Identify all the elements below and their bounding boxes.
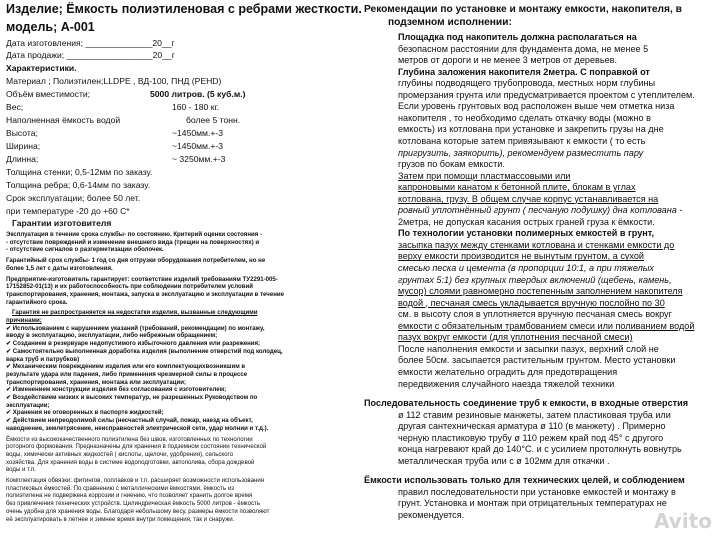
warranty-line: более 1,5 лет с даты изготовления.: [6, 264, 113, 272]
warranty-line: транспортирования, хранения, монтажа, запуска в эксплуатацию и эксплуатации в течение: [6, 290, 285, 298]
avito-watermark: Avito: [654, 509, 712, 533]
width-label: Ширина;: [6, 141, 41, 151]
recommendation-line: передвижения случайного наезда тяжелой техники: [398, 378, 615, 389]
date-sold: Дата продажи; __________________20__г: [6, 50, 175, 60]
pipe-connection-line: другая сантехническая арматура ø 110 (в манжету) . Примерно: [398, 421, 666, 432]
recommendation-line: котлована которые затем привязывают к емкости ( то есть: [398, 135, 646, 146]
warranty-line: ✔ Созданием в резервуаре недопустимого избыточного давления или разрежения;: [6, 340, 261, 348]
warranty-line: эксплуатации;: [6, 401, 50, 409]
warranty-line: Предприятие-изготовитель гарантирует: соответствие изделий требованиям ТУ2291-005-: [6, 275, 278, 283]
temperature: при температуре -20 до +60 С*: [6, 206, 130, 216]
warranty-line: результате удара или падения, либо применения чрезмерной силы в процессе: [6, 370, 248, 378]
warranty-line: ✔ Воздействием низких и высоких температур, не разрешенных Руководством по: [6, 394, 258, 401]
usage-note-line: рекомендуется.: [398, 510, 465, 520]
warranty-line: без привлечения технических устройств. Цилиндрическая ёмкость 5000 литров - ёмкость: [6, 500, 261, 508]
wall-thickness: Толщина стенки; 0,5-12мм по заказу.: [6, 167, 153, 177]
warranty-line: варка труб и патрубков): [6, 355, 80, 363]
warranty-line: Гарантийный срок службы- 1 год со дня отгрузки оборудования потребителем, но не: [6, 257, 266, 265]
rib-thickness: Толщина ребра; 0,6-14мм по заказу.: [6, 180, 151, 190]
recommendation-line: Если уровень грунтовых вод расположен выше чем отметка низа: [398, 101, 675, 112]
warranty-line: ✔ Самостоятельно выполненная доработка изделия (выполнение отверстий под колодец,: [6, 347, 283, 355]
warranty-line: гарантийного срока.: [6, 298, 68, 306]
recommendation-line: смесью песка и цемента (в пропорции 10:1, а при тяжелых: [398, 263, 654, 273]
recommendation-line: емкости желательно оградить для предотвращения: [398, 366, 618, 377]
service-life: Срок эксплуатации; более 50 лет.: [6, 193, 141, 203]
filled-label: Наполненная ёмкость водой: [6, 115, 121, 125]
height-value: ~1450мм.+-3: [172, 128, 224, 138]
warranty-line: хозяйства. Для хранения воды в системе водоподготовки, автополива, сбора дождевой: [6, 458, 255, 466]
warranty-line: 17152852-01(13) и их работоспособность при соблюдении потребителем условий: [6, 283, 253, 291]
recommendation-line: грузов по бокам емкости.: [398, 159, 505, 170]
recommendation-line: глубины подводящего трубопровода, местных норм глубины: [398, 78, 656, 89]
recommendation-line: пазух вокруг емкости (для уплотнения песчаной смеси): [398, 332, 633, 343]
volume-label: Объём вместимости;: [6, 89, 91, 99]
recommendation-line: метров от дороги и не менее 3 метров от деревьев.: [398, 55, 618, 66]
warranty-line: её эксплуатировать в летнее и зимнее время внутри помещения, так и снаружи.: [6, 515, 235, 523]
recommendation-line: см. в высоту слоя в уплотняется вручную песчаная смесь вокруг: [398, 309, 672, 320]
warranty-line: причинами;: [6, 317, 42, 324]
warranty-line: ✔ Изменением конструкции изделия без согласования с изготовителем;: [6, 386, 227, 394]
volume-value: 5000 литров. (5 куб.м.): [150, 89, 246, 99]
pipe-connection-line: ø 112 ставим резиновые манжеты, затем пластиковая труба или: [398, 409, 671, 420]
weight-label: Вес;: [6, 102, 24, 112]
recommendation-line: капроновыми канатом к бетонной плите, блокам в углах: [398, 182, 636, 193]
warranty-line: наводнение, землетрясение, неисправностей электрической сети, удар молнии и т.д.).: [6, 424, 269, 432]
recommendation-line: Площадка под накопитель должна располагаться на: [398, 32, 637, 42]
recommendation-line: накопителя , то необходимо сделать откачку воды (можно в: [398, 112, 651, 123]
recommendation-line: емкость) из котлована при установке и закрепить грузы на дне: [398, 124, 664, 135]
usage-note-line: грунт. Установка и монтаж при отрицательных температурах не: [398, 498, 667, 509]
recommendations-title: Рекомендации по установке и монтажу емкости, накопителя, в: [364, 4, 682, 15]
recommendation-line: емкости с обязательным трамбованием смеси или поливанием водой: [398, 320, 695, 331]
height-label: Высота;: [6, 128, 38, 138]
warranty-line: воды и т.п.: [6, 466, 36, 474]
warranty-line: транспортирования, хранения, монтажа или эксплуатации;: [6, 378, 187, 386]
recommendation-line: промерзания грунта или предусматривается проектом с утеплителем.: [398, 89, 695, 100]
warranty-line: ✔ Действием непреодолимой силы (несчастный случай, пожар, наезд на объект,: [6, 417, 253, 425]
warranty-line: - отсутствие повреждений и изменение внешнего вида (трещин на поверхностях) и: [6, 238, 260, 246]
warranty-line: ✔ Механическим повреждением изделия или его комплектующихвозникшим в: [6, 363, 246, 371]
weight-value: 160 - 180 кг.: [172, 102, 219, 112]
recommendation-line: котлована, грузу. В общем случае корпус устанавливается на: [398, 193, 659, 204]
warranty-line: пластиковых ёмкостей. По сравнению с металлическими ёмкостями, ёмкость из: [6, 484, 235, 492]
recommendation-line: ровный уплотнённый грунт ( песчаную подушку) дна котлована -: [398, 205, 683, 216]
pipe-connection-line: Последовательность соединение труб к емкости, в входные отверстия: [364, 398, 688, 409]
warranty-line: Эксплуатация в течение срока службы- по состоянию. Критерий оценки состояния -: [6, 231, 263, 238]
pipe-connection-line: черную пластиковую трубу ø 110 режем край под 45° с другого: [398, 432, 664, 443]
length-label: Длинна;: [6, 154, 39, 164]
warranty-line: ✔ Использованием с нарушением указаний (требований, рекомендации) по монтажу,: [6, 324, 265, 332]
warranty-line: - отсутствие сигналов о разгерметизации оболочек.: [6, 246, 164, 254]
recommendation-line: водой , песчаная смесь укладывается вручную послойно по 30: [398, 297, 665, 308]
warranty-line: очень удобна для хранения воды. Благодаря небольшому весу, размеры ёмкости позволяют: [6, 507, 270, 515]
characteristics-heading: Характеристики.: [6, 63, 77, 73]
warranty-line: вводу в эксплуатацию, эксплуатации, либо небрежным обращением;: [6, 332, 218, 340]
recommendation-line: верху емкости производится не вынутым грунтом, а сухой: [398, 251, 644, 262]
date-made: Дата изготовления; ______________20__г: [6, 38, 175, 48]
warranty-line: ✔ Хранения не оговоренных в паспорте жидкостей;: [6, 409, 164, 417]
recommendation-line: безопасном расстоянии для фундамента дома, не менее 5: [398, 43, 649, 54]
recommendation-line: мусор) слоями равномерно постепенным заполнением накопителя: [398, 286, 683, 297]
model-title: модель; А-001: [6, 20, 95, 34]
recommendation-line: более 50см. засыпается растительным грунтом. Место установки: [398, 355, 676, 366]
pipe-connection-line: конца нагревают край до 140°С. и с усилием протолкнуть вовнутрь: [398, 444, 682, 455]
usage-note-line: Ёмкости использовать только для технических целей, и соблюдением: [364, 475, 685, 486]
warranty-heading: Гарантии изготовителя: [12, 218, 112, 228]
warranty-line: Ёмкости из высококачественного полиэтилена без швов, изготовленных по технологии: [6, 435, 253, 443]
recommendation-line: пригрузить, заякорить), рекомендуем разместить пару: [398, 147, 644, 158]
recommendation-line: Глубина заложения накопителя 2метра. С поправкой от: [398, 66, 650, 77]
warranty-line: воды, химически активных жидкостей ( кислоты, щелочи, удобрения), сельского: [6, 450, 234, 458]
recommendation-line: 2метра, не допуская касания острых граней груза к ёмкости.: [398, 216, 655, 227]
recommendations-subtitle: подземном исполнении:: [388, 17, 512, 28]
recommendation-line: засыпка пазух между стенками котлована и стенками емкости до: [398, 239, 675, 250]
pipe-connection-line: металлическая труба или с ø 102мм для откачки .: [398, 455, 610, 466]
product-title: Изделие; Ёмкость полиэтиленовая с ребрами жесткости.: [6, 2, 362, 16]
recommendation-line: грунтах 5:1) без крупных твердых включений (щебень, камень,: [398, 274, 672, 285]
warranty-line: полиэтилена не подвержена коррозии и гниению, что позволяет хранить долгое время: [6, 492, 253, 500]
right-column: [358, 0, 720, 537]
recommendation-line: Затем при помощи пластмассовыми или: [398, 170, 571, 181]
recommendation-line: После наполнения емкости и засыпки пазух, верхний слой не: [398, 343, 659, 354]
warranty-line: Гарантия не распространяется на недостатки изделия, вызванные следующими: [12, 309, 258, 317]
filled-value: более 5 тонн.: [186, 115, 241, 125]
width-value: ~1450мм.+-3: [172, 141, 224, 151]
material: Материал ; Полиэтилен;LLDPE , ВД-100, ПНД (PEHD): [6, 76, 222, 86]
usage-note-line: правил последовательности при установке емкостей и монтажу в: [398, 486, 676, 497]
warranty-line: роторного формования. Предназначены для хранения в подземном состоянии технической: [6, 443, 267, 451]
recommendation-line: По технологии установки полимерных емкостей в грунт,: [398, 228, 655, 239]
warranty-line: Комплектация обвязки: фитингов, поплавков и т.п. расширяет возможности использования: [6, 477, 265, 484]
length-value: ~ 3250мм.+-3: [172, 154, 226, 164]
